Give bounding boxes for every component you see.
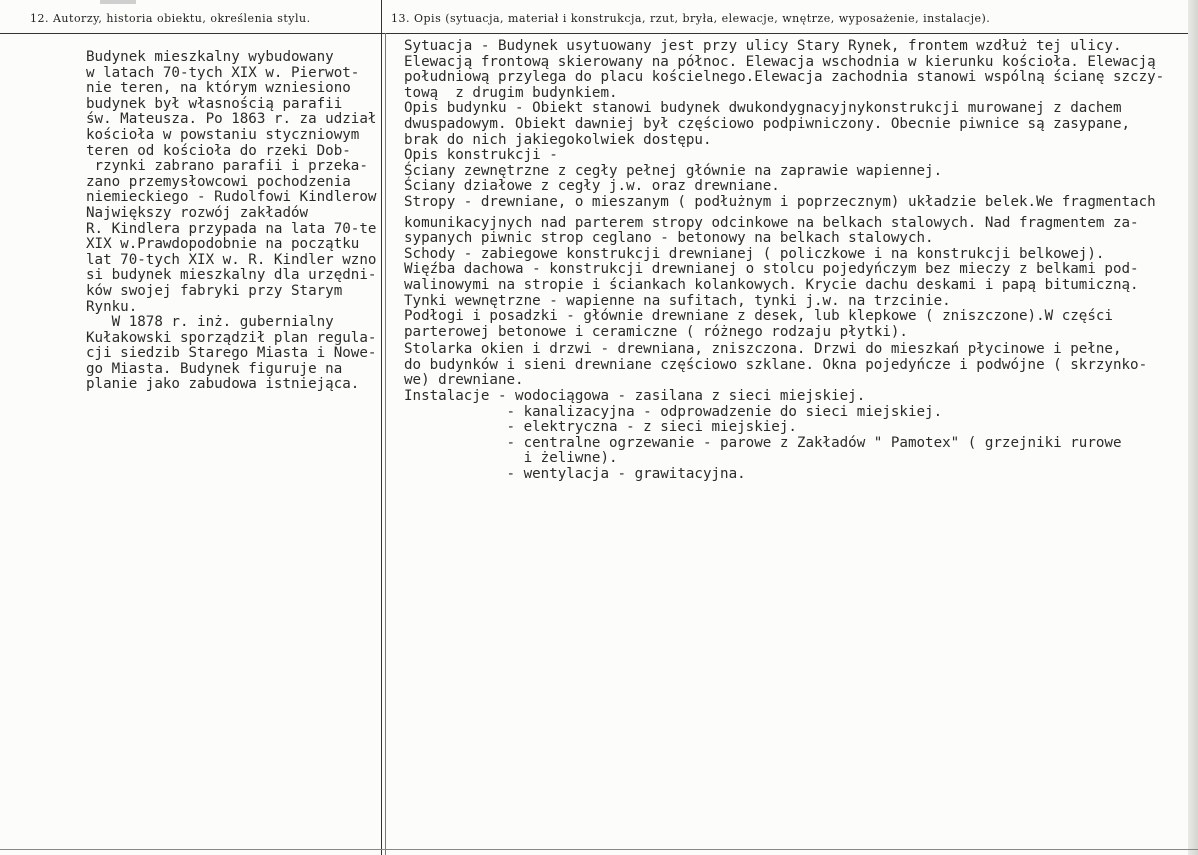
text-line: planie jako zabudowa istniejąca.	[86, 376, 360, 393]
text-line: Stolarka okien i drzwi - drewniana, zniszczona. Drzwi do mieszkań płycinowe i pełne,	[404, 341, 1122, 358]
text-line: w latach 70-tych XIX w. Pierwot-	[86, 64, 360, 81]
text-line: Kułakowski sporządził plan regula-	[86, 329, 377, 346]
text-line: Największy rozwój zakładów	[86, 204, 309, 221]
top-smudge	[100, 0, 136, 4]
text-line: Sytuacja - Budynek usytuowany jest przy ulicy Stary Rynek, frontem wzdłuż tej ulicy.	[404, 38, 1122, 54]
text-line: południową przylega do placu kościelnego.Elewacja zachodnia stanowi wspólną ścianę szczy-	[404, 69, 1165, 86]
text-line: lat 70-tych XIX w. R. Kindler wzno	[86, 251, 377, 268]
section-13-header: 13. Opis (sytuacja, materiał i konstrukcja, rzut, bryła, elewacje, wnętrze, wyposażenie, instalacje).	[391, 12, 991, 25]
text-line: - elektryczna - z sieci miejskiej.	[404, 419, 797, 436]
text-line: zano przemysłowcowi pochodzenia	[86, 173, 351, 190]
text-line: - wentylacja - grawitacyjna.	[404, 466, 746, 483]
text-line: Elewacją frontową skierowany na północ. Elewacja wschodnia w kierunku kościoła. Elewacją	[404, 53, 1156, 70]
text-line: Opis konstrukcji -	[404, 147, 558, 164]
text-line: si budynek mieszkalny dla urzędni-	[86, 267, 377, 284]
text-line: św. Mateusza. Po 1863 r. za udział	[86, 111, 377, 128]
text-line: we) drewniane.	[404, 372, 524, 389]
text-line: Stropy - drewniane, o mieszanym ( podłużnym i poprzecznym) układzie belek.We fragmentach	[404, 193, 1156, 210]
description-text-column	[404, 39, 1184, 483]
text-line: tową z drugim budynkiem.	[404, 84, 618, 101]
text-line: rzynki zabrano parafii i przeka-	[86, 158, 368, 175]
text-line: - centralne ogrzewanie - parowe z Zakładów " Pamotex" ( grzejniki rurowe	[404, 434, 1122, 451]
text-line: Schody - zabiegowe konstrukcji drewnianej ( policzkowe i na konstrukcji belkowej).	[404, 245, 1105, 262]
bottom-rule	[0, 849, 1198, 850]
text-line: brak do nich jakiegokolwiek dostępu.	[404, 131, 712, 148]
text-line: ków swojej fabryki przy Starym	[86, 282, 343, 299]
text-line: nie teren, na którym wzniesiono	[86, 80, 351, 97]
page-edge-shadow	[1188, 0, 1198, 855]
section-12-header: 12. Autorzy, historia obiektu, określenia stylu.	[30, 12, 311, 25]
text-line: XIX w.Prawdopodobnie na początku	[86, 236, 360, 253]
text-line: Ściany zewnętrzne z cegły pełnej głównie na zaprawie wapiennej.	[404, 162, 943, 179]
text-line: Tynki wewnętrzne - wapienne na sufitach, tynki j.w. na trzcinie.	[404, 292, 951, 309]
text-line: komunikacyjnych nad parterem stropy odcinkowe na belkach stalowych. Nad fragmentem za-	[404, 214, 1139, 231]
text-line: W 1878 r. inż. gubernialny	[86, 314, 334, 331]
text-line: Budynek mieszkalny wybudowany	[86, 49, 334, 65]
text-line: walinowymi na stropie i ściankach kolankowych. Krycie dachu deskami i papą bitumiczną.	[404, 276, 1139, 293]
text-line: - kanalizacyjna - odprowadzenie do sieci miejskiej.	[404, 403, 943, 420]
text-line: dwuspadowym. Obiekt dawniej był częściowo podpiwniczony. Obecnie piwnice są zasypane,	[404, 115, 1131, 132]
text-line: Instalacje - wodociągowa - zasilana z sieci miejskiej.	[404, 388, 866, 405]
text-line: niemieckiego - Rudolfowi Kindlerow	[86, 189, 377, 206]
history-text-column	[86, 50, 376, 393]
text-line: do budynków i sieni drewniane częściowo szklane. Okna pojedyńcze i podwójne ( skrzynko-	[404, 356, 1148, 373]
text-line: sypanych piwnic strop ceglano - betonowy na belkach stalowych.	[404, 230, 934, 247]
text-line: kościoła w powstaniu styczniowym	[86, 126, 360, 143]
text-line: Opis budynku - Obiekt stanowi budynek dwukondygnacyjnykonstrukcji murowanej z dachem	[404, 100, 1122, 117]
text-line: R. Kindlera przypada na lata 70-te	[86, 220, 377, 237]
text-line: i żeliwne).	[404, 450, 618, 467]
column-divider	[381, 0, 382, 855]
text-line: Więźba dachowa - konstrukcji drewnianej o stolcu pojedyńczym bez mieczy z belkami pod-	[404, 261, 1139, 278]
text-line: Rynku.	[86, 298, 138, 315]
column-divider-inner	[385, 33, 386, 855]
text-line: Podłogi i posadzki - głównie drewniane z desek, lub klepkowe ( zniszczone).W części	[404, 308, 1113, 325]
text-line: parterowej betonowe i ceramiczne ( różnego rodzaju płytki).	[404, 323, 908, 340]
text-line: budynek był własnością parafii	[86, 95, 343, 112]
header-divider	[0, 33, 1198, 34]
text-line: go Miasta. Budynek figuruje na	[86, 360, 343, 377]
text-line: teren od kościoła do rzeki Dob-	[86, 142, 351, 159]
text-line: cji siedzib Starego Miasta i Nowe-	[86, 345, 377, 362]
text-line: Ściany działowe z cegły j.w. oraz drewniane.	[404, 178, 780, 195]
